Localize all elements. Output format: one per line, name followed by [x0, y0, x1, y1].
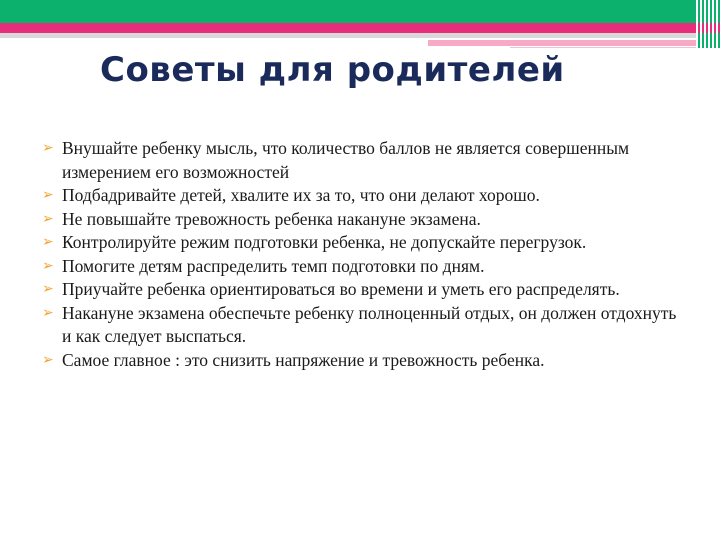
arrow-bullet-icon: ➢: [42, 304, 54, 321]
arrow-bullet-icon: ➢: [42, 351, 54, 368]
header-green-band: [0, 0, 696, 23]
arrow-bullet-icon: ➢: [42, 257, 54, 274]
header-right-pattern-pink: [698, 23, 720, 33]
tip-text: Внушайте ребенку мысль, что количество баллов не является совершенным измерением его возможностей: [62, 138, 630, 182]
list-item: [42, 302, 682, 349]
tip-text: Помогите детям распределить темп подготовки по дням.: [62, 255, 485, 276]
tip-text: Не повышайте тревожность ребенка накануне экзамена.: [62, 208, 481, 229]
tip-text: Контролируйте режим подготовки ребенка, не допускайте перегрузок.: [62, 232, 587, 252]
arrow-bullet-icon: ➢: [42, 140, 54, 156]
tip-text: Приучайте ребенка ориентироваться во времени и уметь его распределять.: [62, 279, 620, 299]
tip-text: Накануне экзамена обеспечьте ребенку полноценный отдых, он должен отдохнуть и как следует выспаться.: [62, 302, 677, 346]
tip-text: Подбадривайте детей, хвалите их за то, что они делают хорошо.: [62, 185, 540, 205]
header-accent-stripe: [428, 40, 696, 46]
list-item: [42, 184, 682, 208]
tip-text: Самое главное : это снизить напряжение и тревожность ребенка.: [62, 349, 545, 370]
slide-title: Советы для родителей: [100, 50, 565, 90]
arrow-bullet-icon: ➢: [42, 210, 54, 227]
arrow-bullet-icon: ➢: [42, 281, 54, 297]
list-item: [42, 349, 682, 373]
list-item: [42, 255, 682, 279]
list-item: [42, 137, 682, 184]
tips-list: [42, 137, 682, 372]
list-item: [42, 208, 682, 232]
header-pink-band: [0, 23, 696, 33]
list-item: [42, 278, 682, 302]
header-accent-line: [510, 47, 696, 48]
arrow-bullet-icon: ➢: [42, 234, 54, 250]
header-gray-band: [0, 33, 696, 38]
arrow-bullet-icon: ➢: [42, 187, 54, 203]
list-item: [42, 231, 682, 255]
